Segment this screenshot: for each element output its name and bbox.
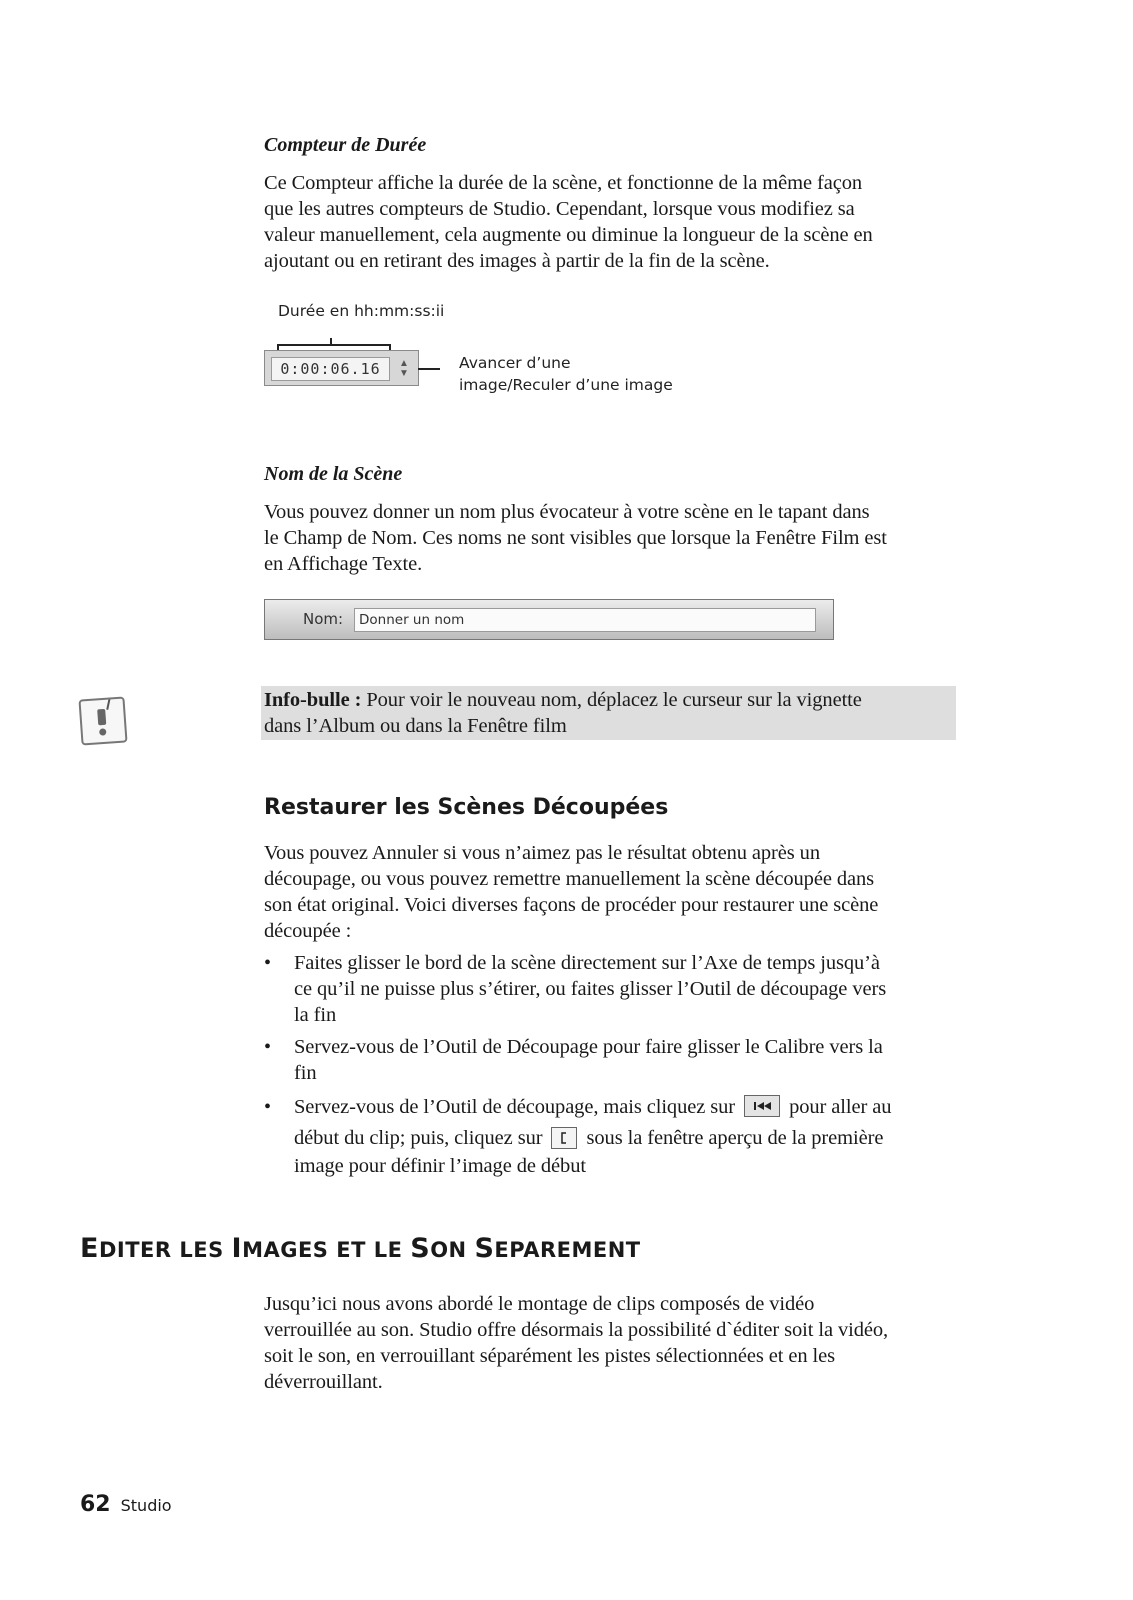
spin-label-line: Avancer d’une: [459, 354, 571, 372]
text-run: sous la fenêtre aperçu de la première: [586, 1127, 884, 1150]
page-footer: [80, 1492, 172, 1517]
heading-smallcaps: MAGES ET LE: [242, 1238, 411, 1262]
heading-initial: S: [410, 1233, 431, 1264]
tip-box: [261, 686, 956, 740]
text-line: découpage, ou vous pouvez remettre manuellement la scène découpée dans: [264, 868, 875, 890]
text-line: [294, 1094, 891, 1121]
mark-in-button[interactable]: [551, 1127, 577, 1149]
tip-line-2: dans l’Album ou dans la Fenêtre film: [264, 715, 567, 737]
text-line: Servez-vous de l’Outil de Découpage pour faire glisser le Calibre vers la: [294, 1036, 883, 1058]
mark-in-icon: [552, 1128, 576, 1148]
text-line: découpée :: [264, 920, 352, 942]
go-to-start-button[interactable]: [744, 1095, 780, 1117]
name-field-label: Nom:: [303, 610, 344, 628]
spin-up-icon[interactable]: ▲: [399, 358, 409, 369]
list-item: [264, 950, 964, 1030]
heading-smallcaps: DITER LES: [98, 1238, 232, 1262]
chapter-paragraph: [264, 1291, 888, 1395]
restore-paragraph: [264, 840, 878, 944]
duration-paragraph: [264, 170, 873, 274]
heading-smallcaps: ON: [430, 1238, 475, 1262]
text-line: Faites glisser le bord de la scène directement sur l’Axe de temps jusqu’à: [294, 952, 880, 974]
text-run: pour aller au: [789, 1096, 892, 1118]
text-line: Vous pouvez Annuler si vous n’aimez pas le résultat obtenu après un: [264, 842, 820, 864]
tip-line-1: [264, 687, 862, 713]
text-line: verrouillée au son. Studio offre désormais la possibilité d`éditer soit la vidéo,: [264, 1319, 889, 1341]
heading-initial: S: [474, 1233, 495, 1264]
scene-name-input[interactable]: Donner un nom: [354, 608, 816, 632]
spin-label-line: image/Reculer d’une image: [459, 376, 673, 394]
text-line: ajoutant ou en retirant des images à partir de la fin de la scène.: [264, 250, 770, 272]
tip-label: Info-bulle :: [264, 689, 362, 711]
spin-label: [459, 352, 673, 396]
duration-caption: Durée en hh:mm:ss:ii: [278, 302, 445, 320]
text-line: en Affichage Texte.: [264, 553, 423, 575]
bracket-tick: [330, 338, 332, 345]
chapter-heading: [80, 1233, 641, 1264]
text-line: déverrouillant.: [264, 1371, 383, 1393]
text-line: Ce Compteur affiche la durée de la scène, et fonctionne de la même façon: [264, 172, 863, 194]
counter-value-field[interactable]: 0:00:06.16: [271, 357, 390, 381]
footer-product: Studio: [120, 1496, 172, 1515]
heading-smallcaps: EPAREMENT: [494, 1238, 641, 1262]
scene-name-heading: Nom de la Scène: [264, 463, 403, 485]
scene-name-bar: [264, 599, 834, 640]
text-line: image pour définir l’image de début: [294, 1154, 586, 1177]
text-line: le Champ de Nom. Ces noms ne sont visibles que lorsque la Fenêtre Film est: [264, 527, 887, 549]
tip-note-icon: [78, 696, 127, 745]
text-line: la fin: [294, 1004, 337, 1026]
spin-down-icon[interactable]: ▼: [399, 368, 409, 379]
duration-counter: [264, 350, 419, 386]
text-line: Vous pouvez donner un nom plus évocateur à votre scène en le tapant dans: [264, 501, 870, 523]
bullet-glyph: •: [264, 952, 272, 974]
heading-initial: I: [231, 1233, 243, 1264]
text-line: Jusqu’ici nous avons abordé le montage de clips composés de vidéo: [264, 1293, 815, 1315]
skip-to-start-icon: [745, 1096, 779, 1116]
text-line: [294, 1125, 891, 1152]
text-run: début du clip; puis, cliquez sur: [294, 1127, 543, 1150]
text-line: soit le son, en verrouillant séparément les pistes sélectionnées et en les: [264, 1345, 835, 1367]
list-item: [264, 1034, 964, 1088]
heading-initial: E: [80, 1233, 99, 1264]
tip-text: Pour voir le nouveau nom, déplacez le curseur sur la vignette: [361, 689, 862, 711]
text-line: son état original. Voici diverses façons de procéder pour restaurer une scène: [264, 894, 879, 916]
list-item: [264, 1094, 964, 1178]
restore-heading: Restaurer les Scènes Découpées: [264, 795, 669, 820]
text-line: ce qu’il ne puisse plus s’étirer, ou faites glisser l’Outil de découpage vers: [294, 978, 887, 1000]
text-line: que les autres compteurs de Studio. Cependant, lorsque vous modifiez sa: [264, 198, 855, 220]
exclamation-icon: [81, 699, 126, 744]
bullet-glyph: •: [264, 1036, 272, 1058]
duration-heading: Compteur de Durée: [264, 134, 427, 156]
text-line: fin: [294, 1062, 317, 1084]
bullet-glyph: •: [264, 1096, 272, 1118]
spin-buttons[interactable]: [396, 359, 412, 381]
text-run: Servez-vous de l’Outil de découpage, mais cliquez sur: [294, 1096, 735, 1118]
arrow-pointer-line: [418, 368, 440, 370]
page-number: 62: [80, 1492, 111, 1517]
scene-name-paragraph: [264, 499, 887, 577]
text-line: valeur manuellement, cela augmente ou diminue la longueur de la scène en: [264, 224, 873, 246]
